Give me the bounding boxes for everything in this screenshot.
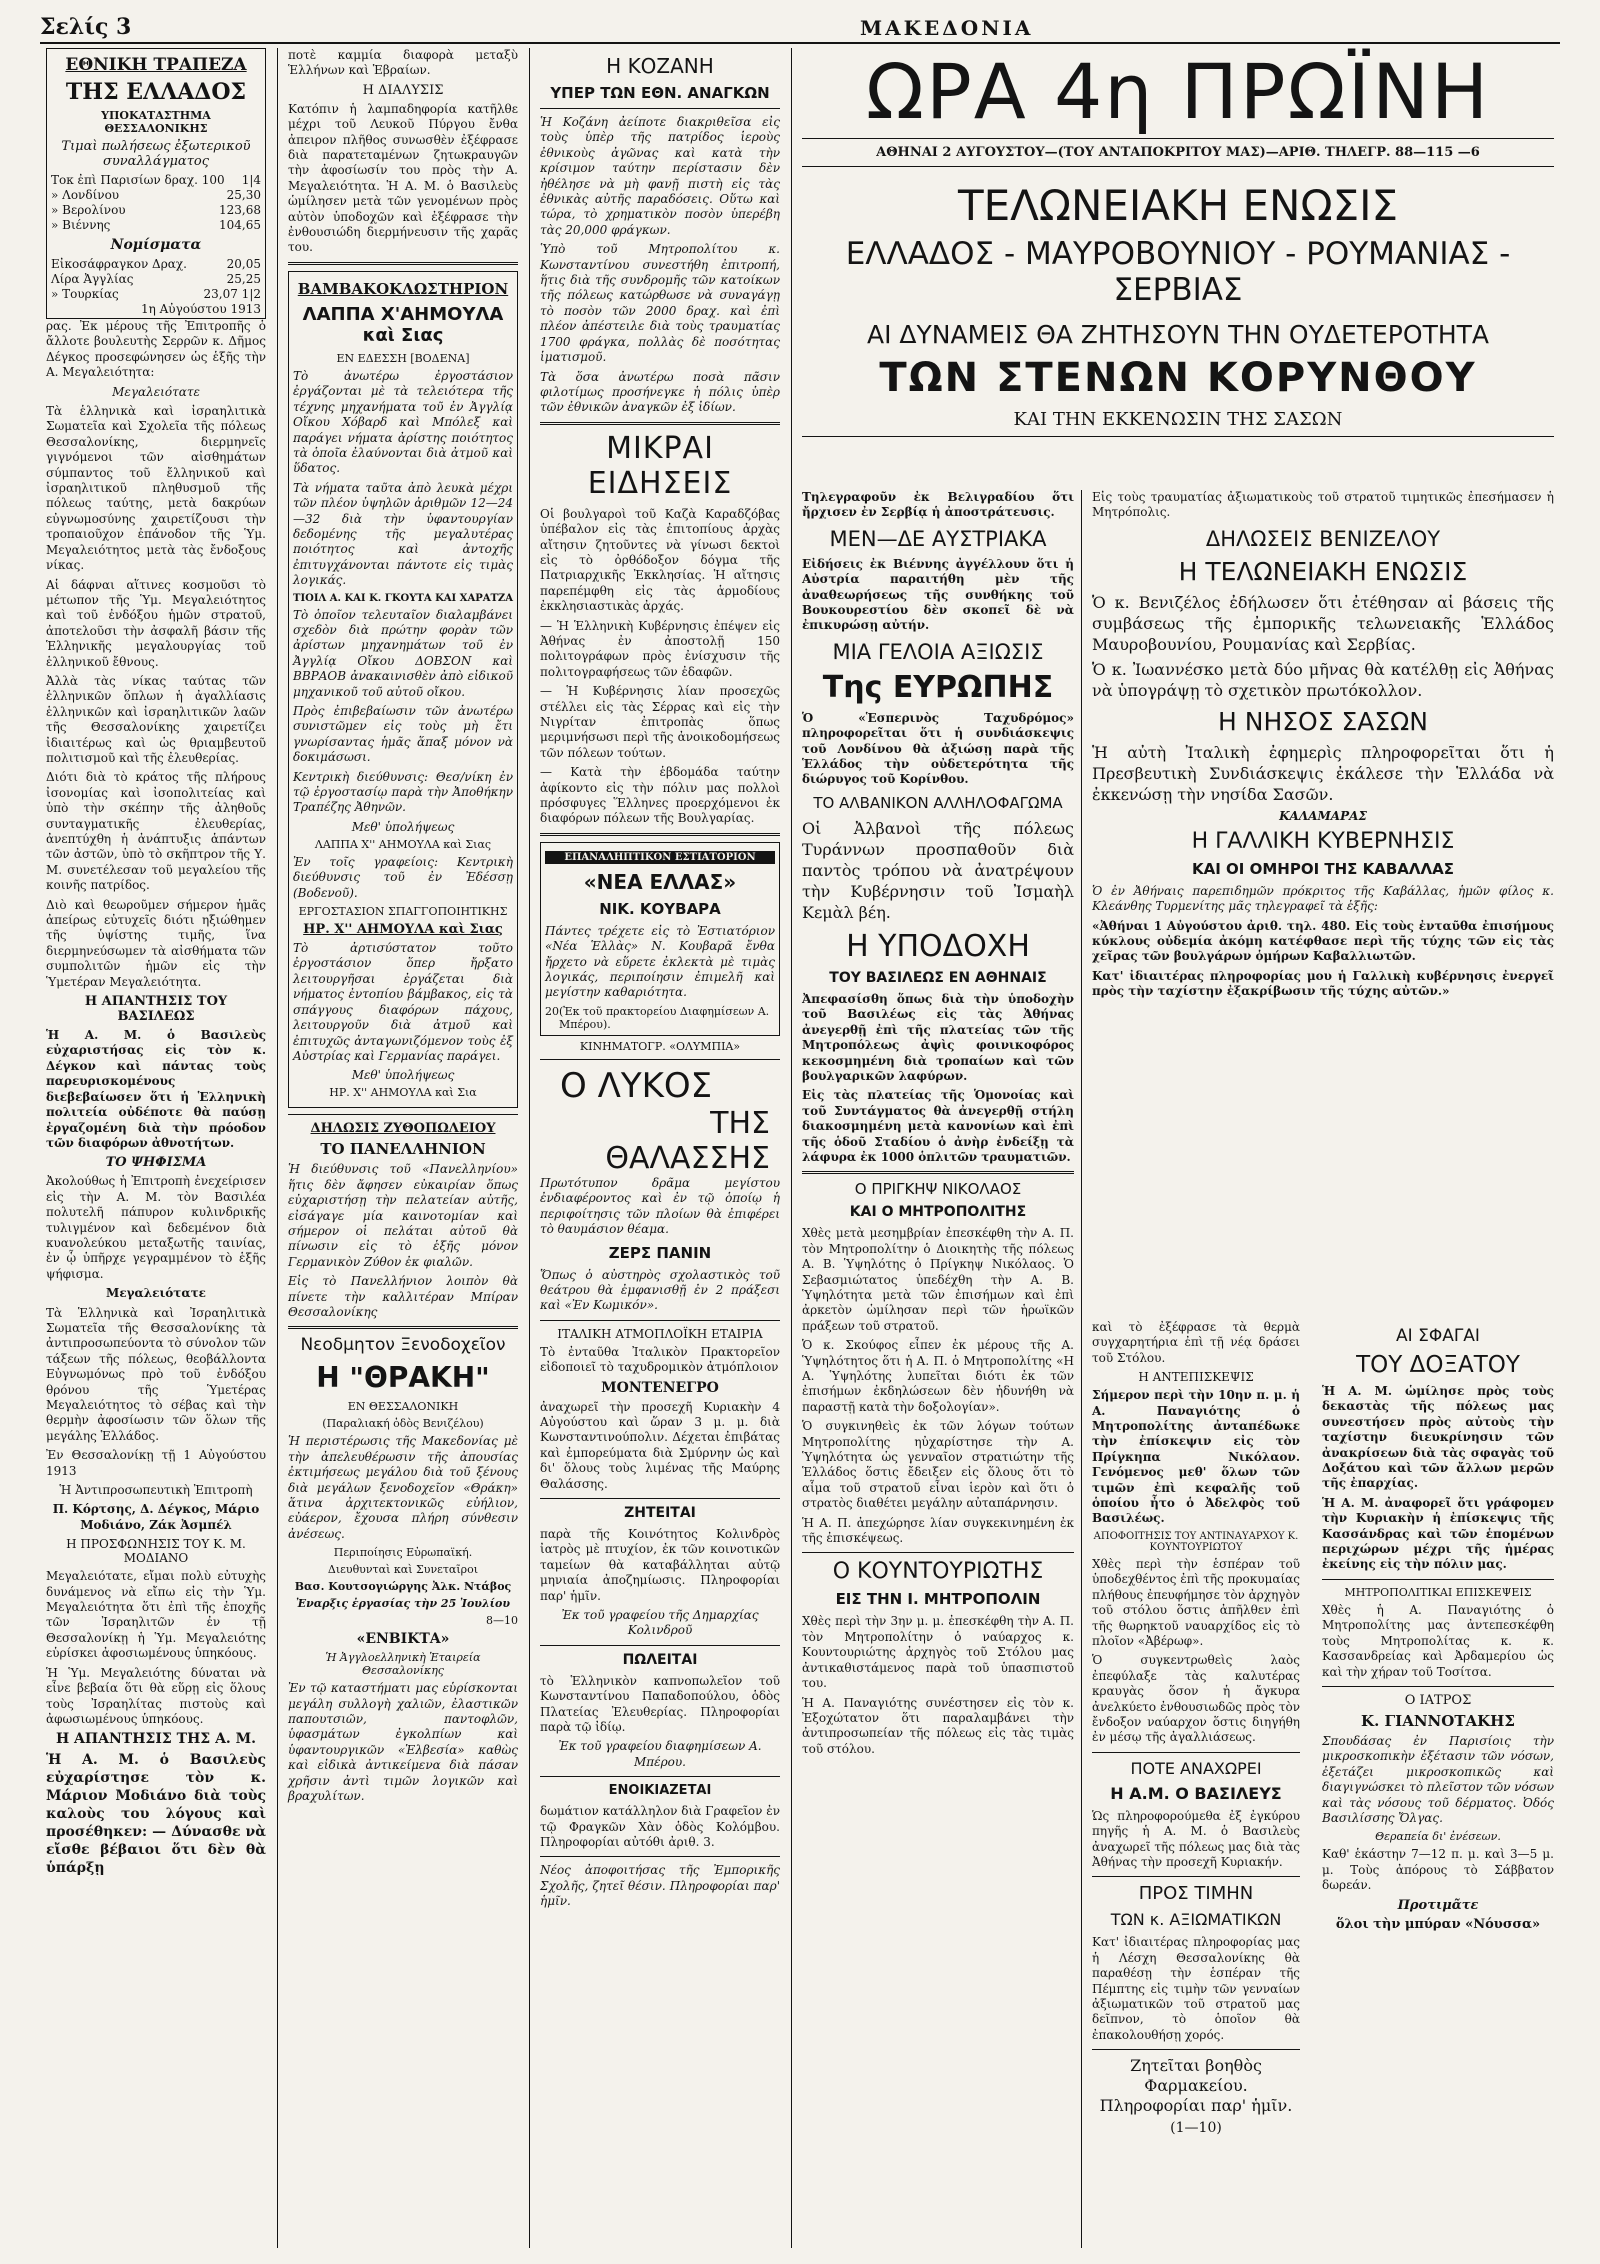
article-paragraph: Σήμερον περὶ τὴν 10ην π. μ. ἡ Α. Παναγιότης ὁ Μητροπολίτης ἀνταπέδωκε τὴν ἐπίσκεψιν εἰς τὸν Πρίγκηπα Νικόλαον. Γενόμενος μεθ' ὅλων τῶν τιμῶν ἐπὶ κεφαλῆς τοῦ ὁποίου ἦτο ὁ Ἀδελφὸς τοῦ Βασιλέως.: [1092, 1388, 1300, 1526]
page-number: Σελίς 3: [40, 14, 132, 40]
column-rule: [529, 48, 530, 2248]
coin-label: Λίρα Ἀγγλίας: [51, 272, 134, 286]
article-paragraph: Ἡ Α. Μ. ἀναφορεῖ ὅτι γράφομεν τὴν Κυριακὴν ἡ ἐπίσκεψις τῆς Κασσάνδρας καὶ τῶν ἑπομένων περιχώρων μέχρι τῆς ἡμέρας ἐκείνης εἰς τὴν πόλιν μας.: [1322, 1495, 1554, 1572]
article-paragraph: Τὰ Ἑλληνικὰ καὶ Ἰσραηλιτικὰ Σωματεῖα τῆς Θεσσαλονίκης τὰ ἀντιπροσωπεύοντα τὸ σύνολον τῶν τάξεων τῆς πόλεως, θεοβάλλοντα Εὐγνωμόνως πρὸ τοῦ ἐνδόξου θρόνου τῆς Ὑμετέρας Μεγαλειότητος τὸ σέβας καὶ τὴν θερμὴν ἀφοσίωσιν τῶν ὅλων τῆς μεγάλης Ἑλλάδος.: [46, 1305, 266, 1443]
article-paragraph: Χθὲς μετὰ μεσημβρίαν ἐπεσκέφθη τὴν Α. Π. τὸν Μητροπολίτην ὁ Διοικητὴς τῆς πόλεως Α. Β. Ὑψηλότης ὁ Πρίγκηψ Νικόλαος. Ὁ Σεβασμιώτατος ὑπεδέχθη τὴν Α. Β. Ὑψηλότητα μετὰ τῶν ἐπισήμων καὶ ἐπὶ ἀρκετὸν ὡμίλησαν περὶ τῶν ἡρωϊκῶν πράξεων τοῦ στρατοῦ.: [802, 1226, 1074, 1333]
article-paragraph: Σπουδάσας ἐν Παρισίοις τὴν μικροσκοπικὴν ἐξέτασιν τῶν νόσων, ἐξετάζει μικροσκοπικῶς καὶ διαγιγνώσκει τὸ πλεῖστον τῶν νόσων καὶ τὰς νόσους τοῦ δέρματος. Ὀδός Βασιλίσσης Ὄλγας.: [1322, 1733, 1554, 1825]
ad-company: ΗΡ. Χ'' ΑΗΜΟΥΛΑ καὶ Σιας: [303, 922, 503, 938]
article-paragraph: Πρωτότυπον δρᾶμα μεγίστου ἐνδιαφέροντος καὶ ἐν τῷ ὁποίῳ ἡ περιφοίτησις τῶν πλοίων θὰ ἐπιφέρει τὸ θαυμάσιον θέαμα.: [540, 1175, 780, 1237]
column-rule: [791, 48, 792, 2248]
rates-title: Τιμαὶ πωλήσεως ἐξωτερικοῦ συναλλάγματος: [61, 139, 251, 169]
column-5: [1086, 1320, 1306, 2248]
article-paragraph: — Ἡ Κυβέρνησις λίαν προσεχῶς στέλλει εἰς τὰς Σέρρας καὶ εἰς τὴν Νιγρίταν ἐπιτροπὰς ὅπως μεριμνήσωσι περὶ τῆς ἀνοικοδομήσεως τῶν πόλεων τούτων.: [540, 684, 780, 760]
divider: [540, 422, 780, 425]
article-paragraph: Ὡς πληροφορούμεθα ἐξ ἐγκύρου πηγῆς ἡ Α. Μ. ὁ Βασιλεὺς ἀναχωρεῖ τῆς πόλεως μας διὰ τὰς Ἀθήνας τὴν προσεχῆ Κυριακήν.: [1092, 1808, 1300, 1869]
ad-title: ΒΑΜΒΑΚΟΚΛΩΣΤΗΡΙΟΝ: [297, 279, 509, 298]
section-subheading: ΤΩΝ κ. ΑΞΙΩΜΑΤΙΚΩΝ: [1110, 1910, 1282, 1930]
section-subheading: Η Α.Μ. Ο ΒΑΣΙΛΕΥΣ: [1110, 1783, 1282, 1803]
article-paragraph: ποτὲ καμμία διαφορὰ μεταξὺ Ἑλλήνων καὶ Ἑβραίων.: [288, 48, 518, 78]
article-paragraph: Ἡ Α. Π. ἀπεχώρησε λίαν συγκεκινημένη ἐκ τῆς ἐπισκέψεως.: [802, 1515, 1074, 1546]
article-paragraph: δωμάτιον κατάλληλον διὰ Γραφεῖον ἐν τῷ Φραγκῶν Χὰν ὁδὸς Κολόμβου. Πληροφορίαι αὐτόθι ἀριθ. 3.: [540, 1804, 780, 1850]
article-paragraph: Ἐν τῷ καταστήματι μας εὑρίσκονται μεγάλη συλλογὴ χαλιῶν, ἐλαστικῶν παπουτσιῶν, παντοφλῶν, ὑφασμάτων ἐγκολπίων καὶ ὑφαντουργικῶν «Ἑλβεσία» καθὼς καὶ εἰδικὰ ἀντικείμενα διὰ πάσαν χρῆσιν ἀντὶ τιμῶν λογικῶν καὶ βραχυλίτων.: [288, 1681, 518, 1804]
rate-label: » Λονδίνου: [51, 188, 120, 202]
section-subheading: ΚΑΙ ΟΙ ΟΜΗΡΟΙ ΤΗΣ ΚΑΒΑΛΛΑΣ: [1192, 859, 1454, 878]
article-paragraph: Χθὲς περὶ τὴν 3ην μ. μ. ἐπεσκέφθη τὴν Α. Π. τὸν Μητροπολίτην ὁ ναύαρχος κ. Κουντουριώτης ἀρχηγὸς τοῦ Στόλου μας ἀντικαθιστάμενος παρὰ τοῦ ὑπασπιστοῦ του.: [802, 1614, 1074, 1691]
rate-row: [51, 218, 261, 233]
article-paragraph: — Ἡ Ἑλληνικὴ Κυβέρνησις ἐπέψεν εἰς Ἀθήνας ἐν ἀποστολῇ 150 πολιτογράφων πρὸς ἐνίσχυσιν τῆς πολιτογραφήσεως τῶν ἐδαφῶν.: [540, 618, 780, 679]
section-heading: ΑΙ ΣΦΑΓΑΙ: [1396, 1326, 1480, 1346]
divider: [288, 262, 518, 265]
bank-subtitle: ΤΗΣ ΕΛΛΑΔΟΣ: [65, 79, 247, 105]
article-paragraph: Ἀλλὰ τὰς νίκας ταύτας τῶν ἑλληνικῶν ὅπλων ἡ ἀγαλλίασις ἑλληνικῶν καὶ ἰσραηλιτικῶν λαῶν τῆς Θεσσαλονίκης χαιρετίζει ἰδιαιτέρως καὶ ὡς θριαμβευτοῦ πολιτισμοῦ καὶ τῆς ἐλευθερίας.: [46, 673, 266, 765]
article-paragraph: Ἡ αὐτὴ Ἰταλικὴ ἐφημερὶς πληροφορεῖται ὅτι ἡ Πρεσβευτικὴ Συνδιάσκεψις ἐκάλεσε τὴν Ἑλλάδα νὰ ἐκκενώσῃ τὴν νησίδα Σασῶν.: [1092, 742, 1554, 804]
signoff-org: Ἡ Ἀντιπροσωπευτικὴ Ἐπιτροπὴ: [59, 1483, 253, 1498]
divider: [802, 436, 1554, 437]
cinema-star: ΖΕΡΣ ΠΑΝΙΝ: [608, 1243, 712, 1262]
section-heading: ΔΗΛΩΣΕΙΣ ΒΕΝΙΖΕΛΟΥ: [1205, 526, 1441, 551]
article-paragraph: Τηλεγραφοῦν ἐκ Βελιγραδίου ὅτι ἤρχισεν ἐν Σερβίᾳ ἡ ἀποστράτευσις.: [802, 490, 1074, 520]
rate-value: 25,30: [226, 188, 261, 202]
section-heading: ΜΙΑ ΓΕΛΟΙΑ ΑΞΙΩΣΙΣ: [832, 639, 1044, 664]
front-banner: [796, 48, 1560, 498]
column-1: [40, 48, 272, 2248]
section-subheading: ΥΠΕΡ ΤΩΝ ΕΘΝ. ΑΝΑΓΚΩΝ: [550, 84, 770, 102]
divider: [540, 1776, 780, 1777]
divider: [802, 1171, 1074, 1174]
ad-subheading: ΕΡΓΟΣΤΑΣΙΟΝ ΣΠΑΓΓΟΠΟΙΗΤΙΚΗΣ: [298, 905, 508, 919]
section-heading: Η ΝΗΣΟΣ ΣΑΣΩΝ: [1218, 706, 1428, 736]
divider: [540, 108, 780, 109]
article-paragraph: Οἱ βουλγαροὶ τοῦ Καζὰ Καραδζόβας ὑπέβαλον εἰς τὰς ἐπιτοπίους ἀρχὰς αἴτησιν ζητοῦντες νὰ γίνωσι δεκτοὶ εἰς τὸ ὀρθόδοξον δόγμα τῆς Πατριαρχικῆς Ἐκκλησίας. Ἡ αἴτησις παρεπέμφθη εἰς τὰς ἁρμοδίους ἐκκλησιαστικὰς ἀρχάς.: [540, 506, 780, 614]
article-paragraph: Ὅπως ὁ αὐστηρὸς σχολαστικὸς τοῦ θεάτρου θὰ ἐμφανισθῇ ἐν 2 πράξεσι καὶ «Ἐν Κωμικόν».: [540, 1267, 780, 1313]
article-paragraph: Ἡ Α. Μ. ὁ Βασιλεὺς εὐχαρίστησε τὸν κ. Μάριον Μοδιάνο διὰ τοὺς καλοὺς του λόγους καὶ προσέθηκεν: — Δύνασθε νὰ εἴσθε βέβαιοι ὅτι δὲν θὰ ὑπάρξῃ: [46, 1752, 266, 1877]
hotel-name: Η "ΘΡΑΚΗ": [316, 1361, 490, 1395]
closing-heading: Προτιμᾶτε: [1397, 1897, 1479, 1913]
ad-paragraph: Κεντρικὴ διεύθυνσις: Θεσ/νίκη ἐν τῷ ἐργοστασίῳ παρὰ τὴν Ἀποθήκην Τραπέζης Ἀθηνῶν.: [293, 769, 513, 815]
rate-label: Τοκ ἐπὶ Παρισίων δραχ. 100: [51, 173, 225, 187]
paper-name: ΜΑΚΕΔΟΝΙΑ: [860, 16, 1034, 40]
section-heading: ΑΠΟΦΟΙΤΗΣΙΣ ΤΟΥ ΑΝΤΙΝΑΥΑΡΧΟΥ Κ. ΚΟΥΝΤΟΥΡΙΩΤΟΥ: [1093, 1530, 1299, 1553]
union-subheading: ΕΛΛΑΔΟΣ - ΜΑΥΡΟΒΟΥΝΙΟΥ - ΡΟΥΜΑΝΙΑΣ - ΣΕΡΒΙΑΣ: [845, 236, 1511, 308]
rate-value: 1|4: [241, 173, 261, 187]
rates-date: 1η Αὐγούστου 1913: [141, 302, 261, 316]
column-6-lower: [1316, 1320, 1560, 2248]
cotton-mill-ad: [288, 271, 518, 1108]
ad-paragraph: Πρὸς ἐπιβεβαίωσιν τῶν ἀνωτέρω συνιστῶμεν εἰς τοὺς μὴ ἔτι γνωρίσαντας ἡμᾶς ἅπαξ μόνον νὰ δοκιμάσωσι.: [293, 704, 513, 765]
column-rule: [277, 48, 278, 2248]
article-paragraph: Εἰς τὰς πλατείας τῆς Ὁμονοίας καὶ τοῦ Συντάγματος θὰ ἀνεγερθῇ στήλη διακοσμημένη μετὰ κανονίων καὶ ἐπὶ τῆς ὁδοῦ Σταδίου ὁ ἀνὴρ ἐνδείξῃ τὰ λάφυρα ἐκ 1000 ὁπλιτῶν τραυματιῶν.: [802, 1088, 1074, 1164]
ad-sign: Μεθ' ὑπολήψεως: [351, 819, 455, 834]
coins-title: Νομίσματα: [110, 237, 202, 253]
hotel-names: Βασ. Κουτσογιώργης Ἀλκ. Ντάβος: [294, 1580, 512, 1594]
article-paragraph: Κατόπιν ἡ λαμπαδηφορία κατῆλθε μέχρι τοῦ Λευκοῦ Πύργου ἔνθα ἀπειρον πλῆθος συνωσθὲν ἐξέφρασε διὰ παρατεταμένων ζητωκραυγῶν τὴν ἀφοσίωσίν του πρὸς τὴν Α. Μεγαλειότητα. Ἡ Α. Μ. ὁ Βασιλεὺς ὡμίλησεν μετὰ τῶν γενομένων πρὸς αὐτὸν ὑποδοχῶν καὶ ἐξέφρασε τὴν ἐνθουσιώδη διερμήνευσιν τῆς χαρᾶς του.: [288, 101, 518, 255]
article-paragraph: Τὰ ἑλληνικὰ καὶ ἰσραηλιτικὰ Σωματεῖα καὶ Σχολεῖα τῆς πόλεως Θεσσαλονίκης, διερμηνεῖς γιγνόμενοι τῶν αἰσθημάτων σύμπαντος τοῦ ἔλληνικοῦ καὶ ἰσραηλιτικοῦ πληθυσμοῦ τῆς πόλεως ταύτης, μετὰ δακρύων εὐγνωμοσύνης χαιρετίζουσι τὴν τροπαιοῦχον ἐπάνοδον τῆς Ὑμ. Μεγαλειότητος μετὰ τὰς ἔνδοξους νίκας.: [46, 404, 266, 573]
column-4: [796, 490, 1080, 2248]
article-paragraph: Ὁ κ. Ἰωαννέσκο μετὰ δύο μῆνας θὰ κατέλθῃ εἰς Ἀθήνας νὰ ὑπογράψῃ τὸ σχετικὸν πρωτόκολλον.: [1092, 659, 1554, 700]
rate-row: [51, 173, 261, 188]
rate-row: [51, 188, 261, 203]
doctor-heading: Ο ΙΑΤΡΟΣ: [1404, 1692, 1472, 1708]
divider: [802, 166, 1554, 167]
divider: [802, 138, 1554, 139]
ad-count: 20: [545, 1004, 559, 1018]
section-heading: Η ΥΠΟΔΟΧΗ: [846, 928, 1030, 964]
section-heading: ΜΗΤΡΟΠΟΛΙΤΙΚΑΙ ΕΠΙΣΚΕΨΕΙΣ: [1344, 1585, 1532, 1599]
article-paragraph: Ἡ Α. Παναγιότης συνέστησεν εἰς τὸν κ. Ἐξοχώτατον ὅτι παραλαμβάνει τὴν ἀντιπροσωπείαν τῆς πόλεως εἰς τὰς τιμὰς τοῦ στόλου.: [802, 1695, 1074, 1756]
section-subheading: ΤΟΥ ΒΑΣΙΛΕΩΣ ΕΝ ΑΘΗΝΑΙΣ: [829, 969, 1047, 986]
divider: [540, 1320, 780, 1321]
article-paragraph: Εἰς τοὺς τραυματίας ἀξιωματικοὺς τοῦ στρατοῦ τιμητικῶς ἐπεσήμασεν ἡ Μητρόπολις.: [1092, 490, 1554, 520]
coin-value: 23,07 1|2: [203, 287, 261, 301]
pharmacy-count: (1—10): [1170, 2120, 1222, 2137]
ad-name: «ΝΕΑ ΕΛΛΑΣ»: [583, 869, 737, 894]
divider: [1322, 1579, 1554, 1580]
union-heading: ΤΕΛΩΝΕΙΑΚΗ ΕΝΩΣΙΣ: [957, 181, 1399, 230]
divider: [1092, 2049, 1300, 2050]
bank-rates-box: [46, 48, 266, 319]
wanted-heading: ΖΗΤΕΙΤΑΙ: [624, 1504, 696, 1521]
article-paragraph: Διὸ καὶ θεωροῦμεν σήμερον ἡμᾶς ἀπείρως εὐτυχεῖς διότι ηξιώθημεν τῆς ὑψίστης τιμῆς, ἵνα διερμηνεύσωμεν τὰ αἰσθήματα τῶν συμπολιτῶν ἡμῶν εἰς τὴν Ὑμετέραν Μεγαλειότητα.: [46, 897, 266, 989]
section-heading: Ο ΠΡΙΓΚΗΨ ΝΙΚΟΛΑΟΣ: [854, 1180, 1022, 1199]
article-paragraph: παρὰ τῆς Κοινότητος Κολινδρὸς ἰατρὸς μὲ πτυχίον, ἐκ τῶν κοινοτικῶν ταμείων θὰ καταβάλληται αὐτῷ μηνιαία ἀποζημίωσις. Πληροφορίαι παρ' ἡμῖν.: [540, 1526, 780, 1603]
divider: [288, 1114, 518, 1115]
rate-label: » Βιέννης: [51, 218, 111, 232]
ad-source: (Ἐκ τοῦ πρακτορείου Διαφημίσεων Α. Μπέρου).: [559, 1004, 770, 1031]
signoff-names: Π. Κόρτσης, Δ. Δέγκος, Μάριο Μοδιάνο, Ζάκ Ἀσμπέλ: [52, 1502, 260, 1532]
article-paragraph: Ἀπεφασίσθη ὅπως διὰ τὴν ὑποδοχὴν τοῦ Βασιλέως εἰς τὰς Ἀθήνας ἀνεγερθῇ ἐπὶ τῆς πλατείας τῶν τῆς Μητροπόλεως ἀψὶς φοινικοφόρος κεκοσμημένη διὰ τροπαίων καὶ τῶν βουλγαρικῶν λαφύρων.: [802, 991, 1074, 1083]
section-heading: ΤΟ ΠΑΝΕΛΛΗΝΙΟΝ: [320, 1140, 486, 1159]
rent-heading: ΕΝΟΙΚΙΑΖΕΤΑΙ: [608, 1783, 712, 1799]
article-paragraph: Διότι διὰ τὸ κράτος τῆς πλήρους ἰσονομίας καὶ ἰσοπολιτείας καὶ ὑπὸ τὴν σκέπην τῆς ἀληθοῦς συνταγματικῆς ἐλευθερίας, ἀνεπτύχθη ἡ ἀνάπτυξις ἁπάντων τῶν ἀστῶν, ὑπὸ τὸ σκῆπτρον τῆς Υ. Μ. συνετέλεσαν τοῦ μεγαλείου τῆς κοινῆς πατρίδος.: [46, 770, 266, 893]
divider: [540, 1059, 780, 1060]
ad-place: ΕΝ ΕΔΕΣΣΗ [ΒΟΔΕΝΑ]: [336, 351, 470, 365]
article-paragraph: Ἀκολούθως ἡ Ἐπιτροπὴ ἐνεχείρισεν εἰς τὴν Α. Μ. τὸν Βασιλέα πολυτελῆ πάπυρον κυλινδρικῆς τυλιγμένον καὶ δεδεμένον διὰ κυανολεύκου μεταξωτῆς ταινίας, ἐν ᾧ ὑπῆρχε γεγραμμένον τὸ ἑξῆς ψήφισμα.: [46, 1174, 266, 1281]
ad-paragraph: Τὰ νήματα ταῦτα ἀπὸ λευκὰ μέχρι τῶν πλέον ὑψηλῶν ἀριθμῶν 12—24—32 διὰ τὴν ὑφαντουργίαν δεδομένης τῆς μεγαλυτέρας ποιότητος καὶ ἀντοχῆς ἐπιτυγχάνονται πάντοτε εἰς τιμὰς λογικάς.: [293, 480, 513, 588]
rate-label: » Βερολίνου: [51, 203, 126, 217]
article-paragraph: Ὁ ἐν Ἀθήναις παρεπιδημῶν πρόκριτος τῆς Καβάλλας, ἡμῶν φίλος κ. Κλεάνθης Τυρμενίτης μᾶς τηλεγραφεῖ τὰ ἑξῆς:: [1092, 883, 1554, 914]
bank-branch: ΥΠΟΚΑΤΑΣΤΗΜΑ ΘΕΣΣΑΛΟΝΙΚΗΣ: [101, 109, 211, 135]
divider: [540, 1498, 780, 1499]
section-subheading: ΚΑΙ Ο ΜΗΤΡΟΠΟΛΙΤΗΣ: [849, 1204, 1027, 1221]
article-paragraph: Ἡ διεύθυνσις τοῦ «Πανελληνίου» ἥτις δὲν ἄφησεν εὐκαιρίαν ὅπως εὐχαριστήσῃ τὴν πελατείαν αὐτῆς, εἰσάγαγε μία καινοτομίαν καὶ σήμερον οἱ πελάται αὐτοῦ θὰ πίνωσιν εἰς τὸ ἑξῆς μόνον Γερμανικὸν Ζύθον ἐκ φιαλῶν.: [288, 1162, 518, 1269]
article-paragraph: Ἡ Α. Μ. ὡμίλησε πρὸς τοὺς δεκαστὰς τῆς πόλεως μας συνεστήσεν πρὸς αὐτοὺς τὴν ταχίστην διευκρίνησιν τῶν ἀνακρίσεων διὰ τὰς σφαγὰς τοῦ Δοξάτου καὶ τῶν ἄλλων μερῶν τῆς ἐπαρχίας.: [1322, 1384, 1554, 1491]
article-paragraph: Ὁ «Ἑσπερινὸς Ταχυδρόμος» πληροφορεῖται ὅτι ἡ συνδιάσκεψις τοῦ Λονδίνου θὰ ἀξιώσῃ παρὰ τῆς Ἑλλάδος τὴν οὐδετερότητα τῆς διώρυγος τοῦ Κορίνθου.: [802, 710, 1074, 787]
section-heading: «ΕΝΒΙΚΤΑ»: [356, 1631, 450, 1648]
column-2: [282, 48, 524, 2248]
article-paragraph: ἀναχωρεῖ τὴν προσεχῆ Κυριακὴν 4 Αὐγούστου καὶ ὥραν 3 μ. μ. διὰ Κωνσταντινούπολιν. Δέχεται ἐπιβάτας καὶ ἐμπορεύματα διὰ Σμύρνην ὡς καὶ δι' ὅλους τοὺς λιμένας τῆς Μαύρης Θαλάσσης.: [540, 1399, 780, 1491]
ad-paragraph: Τὸ ἀρτισύστατον τοῦτο ἐργοστάσιον ὅπερ ἤρξατο λειτουργῆσαι ἐργάζεται διὰ νήματος ἐντοπίου βάμβακος, εἰς τὰ σπάγγους διαφόρων πάχους, λειτουργοῦν διὰ ἀτμοῦ καὶ ἐπιτυχῶς ἀνταγωνιζόμενον τοὺς ἐξ Αὐστρίας καὶ Γερμανίας παράγει.: [293, 941, 513, 1063]
article-paragraph: Μεγαλειότατε, εἴμαι πολὺ εὐτυχὴς δυνάμενος νὰ εἴπω εἰς τὴν Ὑμ. Μεγαλειότητα ὅτι ἐπὶ τῆς ἐποχῆς τῶν Ἰσραηλιτῶν ἐν τῇ Θεσσαλονίκῃ ἡ Ὑμ. Μεγαλειότης εὑρίσκει ἀφοσιωμένους ὑπηκόους.: [46, 1569, 266, 1661]
cinema-title-line-1: Ο ΛΥΚΟΣ: [560, 1065, 713, 1106]
article-paragraph: Κατ' ἰδιαιτέρας πληροφορίας μας ἡ Λέσχη Θεσσαλονίκης θὰ παραθέσῃ τὴν ἑσπέραν τῆς Πέμπτης εἰς τιμὴν τῶν γενναίων ἀξιωματικῶν τοῦ στρατοῦ μας δεῖπνον, τὸ ὁποῖον θὰ ἐπακολουθήσῃ χορός.: [1092, 1935, 1300, 2042]
cinema-title-line-2: ΤΗΣ ΘΑΛΑΣΣΗΣ: [605, 1105, 770, 1176]
ad-sign: Μεθ' ὑπολήψεως: [351, 1068, 455, 1083]
rate-value: 123,68: [219, 203, 261, 217]
sale-heading: ΠΩΛΕΙΤΑΙ: [622, 1651, 698, 1668]
section-heading: ΜΙΚΡΑΙ ΕΙΔΗΣΕΙΣ: [587, 430, 733, 501]
article-paragraph: Ἐκ τοῦ γραφείου διαφημίσεων Α. Μπέρου.: [558, 1739, 762, 1769]
article-paragraph: Κατ' ἰδιαιτέρας πληροφορίας μου ἡ Γαλλικὴ κυβέρνησις ἐνεργεῖ πρὸς τὴν ταχίστην ἐξακρίβωσιν τῆς τύχης αὐτῶν.»: [1092, 968, 1554, 999]
restaurant-ad: [540, 842, 780, 1036]
article-paragraph: Μεγαλειότατε: [112, 384, 200, 399]
ad-sign-name: ΛΑΠΠΑ Χ'' ΑΗΜΟΥΛΑ καὶ Σιας: [314, 837, 492, 851]
section-heading: ΙΤΑΛΙΚΗ ΑΤΜΟΠΛΟΪΚΗ ΕΤΑΙΡΙΑ: [557, 1326, 763, 1341]
divider: [1092, 1752, 1300, 1753]
coin-label: Εἰκοσάφραγκον Δραχ.: [51, 257, 187, 271]
article-paragraph: «Ἀθήναι 1 Αὐγούστου ἀριθ. τηλ. 480. Εἰς τοὺς ἐνταῦθα ἐπισήμους κύκλους οὐδεμία ἀκόμη κατέφθασε περὶ τῆς τύχης τῶν εἰς τὰς χεῖρας τῶν βουλγάρων ὁμήρων Καβαλλιωτῶν.: [1092, 918, 1554, 964]
section-heading: ΔΗΛΩΣΙΣ ΖΥΘΟΠΩΛΕΙΟΥ: [310, 1121, 496, 1137]
coin-row: [51, 272, 261, 287]
cinema-heading: ΚΙΝΗΜΑΤΟΓΡ. «ΟΛΥΜΠΙΑ»: [579, 1039, 741, 1053]
article-paragraph: Ἡ Ὑμ. Μεγαλειότης δύναται νὰ εἶνε βεβαία ὅτι θὰ εὕρῃ εἰς ὅλους τοὺς Ἰσραηλίτας πιστοὺς καὶ ἀφωσιωμένους ὑπηκόους.: [46, 1665, 266, 1726]
article-paragraph: Ἡ Κοζάνη ἀείποτε διακριθεῖσα εἰς τοὺς ὑπὲρ τῆς πατρίδος ἱεροὺς ἐθνικοὺς ἀγῶνας καὶ κατὰ τὴν κρίσιμον ταύτην περίστασιν δὲν ἠθέλησε νὰ μὴ φανῇ πιστὴ εἰς τὰς ἐθνικὰς αὐτῆς παραδόσεις. Οὕτω καὶ τώρα, τὸ χρηματικὸν ποσὸν ὑπερέβη τὰς 20,000 φράγκων.: [540, 115, 780, 237]
article-paragraph: Τὸ ἐνταῦθα Ἰταλικὸν Πρακτορεῖον εἰδοποιεῖ τὸ ταχυδρομικὸν ἀτμόπλοιον: [540, 1344, 780, 1375]
section-heading: ΜΕΝ—ΔΕ ΑΥΣΤΡΙΑΚΑ: [829, 526, 1047, 551]
section-heading: ΠΡΟΣ ΤΙΜΗΝ: [1138, 1883, 1254, 1905]
powers-heading: ΑΙ ΔΥΝΑΜΕΙΣ ΘΑ ΖΗΤΗΣΟΥΝ ΤΗΝ ΟΥΔΕΤΕΡΟΤΗΤΑ: [866, 320, 1490, 349]
article-paragraph: Χθὲς ἡ Α. Παναγιότης ὁ Μητροπολίτης μας ἀντεπεσκέφθη τοὺς Μητροπολίτας κ. κ. Κασσανδρείας καὶ Ἀρδαμερίου ὡς καὶ τὴν χήραν τοῦ Τοσίτσα.: [1322, 1602, 1554, 1679]
ad-paragraph: Τὸ ἀνωτέρω ἐργοστάσιον ἐργάζονται μὲ τὰ τελειότερα τῆς τέχνης μηχανήματα τοῦ ἐν Ἀγγλίᾳ Οἴκου Χόβαρδ καὶ Μπόλεξ καὶ παράγει νήματα ἀρίστης ποιότητος τὰ ὁποῖα ἐλαύνονται διὰ ἀτμοῦ καὶ ὕδατος.: [293, 368, 513, 476]
kalamaras: ΚΑΛΑΜΑΡΑΣ: [1279, 808, 1367, 823]
straits-heading: ΤΩΝ ΣΤΕΝΩΝ ΚΟΡΥΝΘΟΥ: [879, 355, 1477, 401]
bank-title: ΕΘΝΙΚΗ ΤΡΑΠΕΖΑ: [65, 55, 247, 75]
section-heading: ΤΟ ΨΗΦΙΣΜΑ: [105, 1155, 207, 1171]
article-paragraph: ρας. Ἐκ μέρους τῆς Ἐπιτροπῆς ὁ ἄλλοτε βουλευτὴς Σερρῶν κ. Δῆμος Δέγκος προσεφώνησεν ὡς ἑξῆς τὴν Α. Μεγαλειότητα:: [46, 319, 266, 380]
article-paragraph: Αἱ δάφναι αἵτινες κοσμοῦσι τὸ μέτωπον τῆς Ὑμ. Μεγαλειότητος καὶ τοῦ ἐνδόξου ἡμῶν στρατοῦ, ἀποτελοῦσι τὴν ἀσφαλῆ βάσιν τῆς Ἑλληνικῆς μεγαλουργίας τοῦ ἑλληνικοῦ ἔθνους.: [46, 577, 266, 669]
article-paragraph: Εἰδήσεις ἐκ Βιέννης ἀγγέλλουν ὅτι ἡ Αὐστρία παραιτήθη μὲν τῆς ἀναθεωρήσεως τῆς συνθήκης τοῦ Βουκουρεστίου δὲν σκοπεῖ δὲ νὰ ἐπικυρώσῃ αὐτήν.: [802, 556, 1074, 633]
hotel-place: ΕΝ ΘΕΣΣΑΛΟΝΙΚΗ: [347, 1400, 459, 1414]
article-paragraph: Ὁ κ. Βενιζέλος ἐδήλωσεν ὅτι ἐτέθησαν αἱ βάσεις τῆς συμβάσεως τῆς ἐμπορικῆς τελωνειακῆς Ἑλλάδος Μαυροβουνίου, Ρουμανίας καὶ Σερβίας.: [1092, 592, 1554, 654]
section-subheading: Ἡ Ἀγγλοελληνικὴ Ἑταιρεία Θεσσαλονίκης: [325, 1651, 481, 1678]
section-heading: Η ΑΝΤΕΠΙΣΚΕΨΙΣ: [1138, 1370, 1254, 1385]
section-heading: Η ΚΟΖΑΝΗ: [606, 54, 714, 78]
rate-value: 104,65: [219, 218, 261, 232]
column-rule: [1081, 490, 1082, 2248]
article-paragraph: τὸ Ἑλληνικὸν καπνοπωλεῖον τοῦ Κωνσταντίνου Παπαδοπούλου, ὁδὸς Πλατείας Ἐλευθερίας. Πληροφορίαι παρὰ τῷ ἰδίῳ.: [540, 1673, 780, 1735]
closing-text: ὅλοι τὴν μπύραν «Νόυσσα»: [1335, 1916, 1541, 1932]
hotel-food: Περιποίησις Εὐρωπαϊκή.: [333, 1546, 473, 1560]
divider: [1092, 1876, 1300, 1877]
banner-title: ΩΡΑ 4η ΠΡΩΪΝΗ: [865, 48, 1491, 136]
divider: [540, 1856, 780, 1857]
divider: [802, 1552, 1074, 1553]
divider: [540, 833, 780, 836]
article-paragraph: Τὰ ὅσα ἀνωτέρω ποσὰ πᾶσιν φιλοτίμως προσήνεγκε ἡ πόλις ὑπὲρ τῶν ἐθνικῶν ἀναγκῶν ἐξ ἰδίων.: [540, 369, 780, 415]
page-header-strip: [40, 14, 1560, 44]
section-subheading: ΤΟΥ ΔΟΞΑΤΟΥ: [1356, 1352, 1520, 1378]
section-heading: Η ΑΠΑΝΤΗΣΙΣ ΤΟΥ ΒΑΣΙΛΕΩΣ: [84, 994, 228, 1025]
article-paragraph: Μεγαλειότατε: [106, 1286, 206, 1301]
article-paragraph: Ὁ συγκινηθεὶς ἐκ τῶν λόγων τούτων Μητροπολίτης ηὐχαρίστησε τὴν Α. Ὑψηλότητα ὡς γενναῖον στρατιώτην τῆς Ἑλλάδος ὅστις ἔδειξεν εἰς ὅλους ὅτι τὸ αἷμα τοῦ στρατοῦ εἶναι ἱερὸν καὶ ὅτι ὁ στρατὸς διαθέτει μεγάλην αὐταπάρνησιν.: [802, 1419, 1074, 1511]
article-paragraph: Χθὲς περὶ τὴν ἑσπέραν τοῦ ὑποδεχθέντος ἐπὶ τῆς προκυμαίας πλήθους ἐπευφήμησε τὸν ἀρχηγὸν τοῦ στόλου ὅστις ἀπῆλθεν ἐπὶ τῆς θωρηκτοῦ ναυαρχίδος εἰς τὸ πλοῖον «Ἀβέρωφ».: [1092, 1556, 1300, 1648]
ad-company: ΛΑΠΠΑ Χ'ΑΗΜΟΥΛΑ καὶ Σιας: [302, 303, 504, 346]
section-subheading: Της ΕΥΡΩΠΗΣ: [822, 669, 1054, 705]
divider: [1322, 1686, 1554, 1687]
section-heading: ΠΟΤΕ ΑΝΑΧΩΡΕΙ: [1130, 1758, 1262, 1778]
ad-title: ΕΠΑΝΑΛΗΠΤΙΚΟΝ ΕΣΤΙΑΤΟΡΙΟΝ: [545, 851, 775, 864]
article-paragraph: Ὁ συγκεντρωθεὶς λαὸς ἐπεφύλαξε τὰς καλυτέρας κραυγὰς ὅσον ἡ ἄγκυρα ἀνελκύετο ἐνθουσιωδῶς πρὸς τὸν ἔνδοξον ναύαρχον ὅστις διηγήθη ἐν μέσῳ τῆς ἀγαλλιάσεως.: [1092, 1653, 1300, 1745]
article-paragraph: Οἱ Ἀλβανοὶ τῆς πόλεως Τυράννων προσπαθοῦν διὰ παντὸς τρόπου νὰ ἀνατρέψουν τὴν Κυβέρνησιν τοῦ Ἰσμαὴλ Κεμὰλ βέη.: [802, 818, 1074, 922]
ad-paragraph: Ἐν τοῖς γραφείοις: Κεντρικὴ διεύθυνσις τοῦ ἐν Ἐδέσσῃ (Βοδενοῦ).: [293, 854, 513, 900]
article-paragraph: Ἡ Α. Μ. ὁ Βασιλεὺς εὐχαριστήσας εἰς τὸν κ. Δέγκον καὶ πάντας τοὺς παρευρισκομένους διεβεβαίωσεν ὅτι ἡ Ἑλληνικὴ πολιτεία οὐδέποτε θὰ παύσῃ ἐργαζομένη διὰ τὴν πρόοδον τῶν διαφόρων ἀθνοτήτων.: [46, 1028, 266, 1150]
evacuation-heading: ΚΑΙ ΤΗΝ ΕΚΚΕΝΩΣΙΝ ΤΗΣ ΣΑΣΩΝ: [1013, 409, 1343, 430]
article-paragraph: — Κατὰ τὴν ἑβδομάδα ταύτην ἀφίκοντο εἰς τὴν πόλιν μας πολλοὶ πρόσφυγες Ἕλληνες προερχόμενοι ἐκ διαφόρων πόλεων τῆς Βουλγαρίας.: [540, 765, 780, 826]
ad-paragraph: Πάντες τρέχετε εἰς τὸ Ἐστιατόριον «Νέα Ἑλλὰς» Ν. Κουβαρᾶ ἔνθα ἤρχετο νὰ εὕρετε ἐκλεκτὰ μὲ τιμὰς λογικάς, περιποίησιν ἐπιμελῆ καὶ μεγίστην καθαριότητα.: [545, 923, 775, 1000]
section-heading: Η ΔΙΑΛΥΣΙΣ: [362, 82, 444, 98]
hotel-text: Ἡ περιστέρωσις τῆς Μακεδονίας μὲ τὴν ἀπελευθέρωσιν τῆς ἀπουσίας ἐκτιμήσεως μεγάλου διὰ τοῦ ξένους διὰ μεγάλων ξενοδοχεῖον «Θράκη» ἅτινα ἀρχιτεκτονικῶς εὐήλιον, εὐάερον, ἔχουσα πλήρη σύνθεσιν ἀνέσεως.: [288, 1434, 518, 1541]
section-heading: Η ΠΡΟΣΦΩΝΗΣΙΣ ΤΟΥ Κ. Μ. ΜΟΔΙΑΝΟ: [66, 1537, 246, 1566]
divider: [540, 1645, 780, 1646]
column-3: [534, 48, 786, 2248]
rate-row: [51, 203, 261, 218]
section-subheading: Η ΤΕΛΩΝΕΙΑΚΗ ΕΝΩΣΙΣ: [1178, 556, 1468, 586]
coin-row: [51, 257, 261, 272]
section-heading: Η ΓΑΛΛΙΚΗ ΚΥΒΕΡΝΗΣΙΣ: [1191, 828, 1455, 854]
hotel-count: 8—10: [486, 1614, 518, 1628]
article-paragraph: Καθ' ἑκάστην 7—12 π. μ. καὶ 3—5 μ. μ. Τοὺς ἀπόρους τὸ Σάββατον δωρεάν.: [1322, 1847, 1554, 1893]
section-heading: Η ΑΠΑΝΤΗΣΙΣ ΤΗΣ Α. Μ.: [55, 1731, 257, 1748]
article-paragraph: καὶ τὸ ἐξέφρασε τὰ θερμὰ συγχαρητήρια ἐπὶ τῇ νέᾳ δράσει τοῦ Στόλου.: [1092, 1320, 1300, 1365]
hotel-street: (Παραλιακή ὁδὸς Βενιζέλου): [322, 1417, 484, 1431]
column-6-upper: [1086, 490, 1560, 1315]
doctor-name: Κ. ΓΙΑΝΝΟΤΑΚΗΣ: [1361, 1711, 1515, 1730]
hotel-heading: Νεοδμητον Ξενοδοχεῖον: [300, 1335, 506, 1356]
ad-footer: [545, 1005, 775, 1031]
divider: [288, 1326, 518, 1329]
pharmacy-ad: Ζητεῖται βοηθὸς Φαρμακείου. Πληροφορίαι παρ' ἡμῖν.: [1099, 2056, 1293, 2116]
section-heading: Ο ΚΟΥΝΤΟΥΡΙΩΤΗΣ: [832, 1559, 1044, 1585]
article-paragraph: Εἰς τὸ Πανελλήνιον λοιπὸν θὰ πίνετε τὴν καλλιτέραν Μπίραν Θεσσαλονίκης: [288, 1274, 518, 1319]
coin-row: [51, 287, 261, 302]
ad-sign-name: ΗΡ. Χ'' ΑΗΜΟΥΛΑ καὶ Σια: [329, 1086, 477, 1100]
article-paragraph: Ὁ κ. Σκούφος εἶπεν ἐκ μέρους τῆς Α. Ὑψηλότητος ὅτι ἡ Α. Π. ὁ Μητροπολίτης «Η Α. Ὑψηλότης λυπεῖται διότι ἐκ τῶν ἐπισήμων ἐκδηλώσεων δὲν ἠδυνήθη νὰ παραστῇ κατὰ τὴν δοξολογίαν».: [802, 1338, 1074, 1414]
ad-subheading: ΤΙΟΙΛ Α. ΚΑΙ Κ. ΓΚΟΥΤΑ ΚΑΙ ΧΑΡΑΤΖΑ: [293, 592, 513, 604]
ad-owner: ΝΙΚ. ΚΟΥΒΑΡΑ: [599, 899, 721, 918]
section-subheading: ΕΙΣ ΤΗΝ Ι. ΜΗΤΡΟΠΟΛΙΝ: [835, 1590, 1041, 1609]
signoff-place: Ἐν Θεσσαλονίκῃ τῇ 1 Αὐγούστου 1913: [46, 1448, 266, 1478]
ad-paragraph: Τὸ ὁποῖον τελευταῖον διαλαμβάνει σχεδὸν διὰ πρώτην φορὰν τῶν ἀρίστων μηχανημάτων τοῦ ἐν Ἀγγλίᾳ Οἴκου ΔΟΒΣΟΝ καὶ ΒΒΡΑΟΒ ἀνακαινισθὲν ἀπὸ εἰδικοῦ μηχανικοῦ τοῦ αὐτοῦ οἴκου.: [293, 607, 513, 699]
coin-label: » Τουρκίας: [51, 287, 119, 301]
article-paragraph: Ὑπὸ τοῦ Μητροπολίτου κ. Κωνσταντίνου συνεστήθη ἐπιτροπή, ἥτις διὰ τῆς συνδρομῆς τῶν κατοίκων τῆς πόλεως κατώρθωσε νὰ συναγάγῃ τὸ ποσὸν τῶν 2000 δραχ. καὶ ἐπὶ πλέον ἀπέστειλε διὰ τοὺς τραυματίας 1700 φράγκα, πολλὰς δὲ ποσότητας ἱματισμοῦ.: [540, 242, 780, 365]
coin-value: 20,05: [226, 257, 261, 271]
section-heading: ΤΟ ΑΛΒΑΝΙΚΟΝ ΑΛΛΗΛΟΦΑΓΩΜΑ: [813, 793, 1063, 812]
ship-name: ΜΟΝΤΕΝΕΓΡΟ: [601, 1379, 719, 1396]
banner-dateline: ΑΘΗΝΑΙ 2 ΑΥΓΟΥΣΤΟΥ—(ΤΟΥ ΑΝΤΑΠΟΚΡΙΤΟΥ ΜΑΣ)—ΑΡΙΘ. ΤΗΛΕΓΡ. 88—115 —6: [876, 145, 1480, 160]
article-paragraph: Νέος ἀποφοιτήσας τῆς Ἐμπορικῆς Σχολῆς, ζητεῖ θέσιν. Πληροφορίαι παρ' ἡμῖν.: [540, 1863, 780, 1909]
article-paragraph: Ἐκ τοῦ γραφείου τῆς Δημαρχίας Κολινδροῦ: [561, 1608, 759, 1638]
coin-value: 25,25: [226, 272, 261, 286]
hotel-directors: Διευθυνταὶ καὶ Συνεταῖροι: [327, 1563, 479, 1577]
hotel-opening: Ἐναρξις ἐργασίας τὴν 25 Ἰουλίου: [296, 1597, 510, 1611]
doctor-hours-heading: Θεραπεία δι' ἐνέσεων.: [1375, 1830, 1501, 1844]
